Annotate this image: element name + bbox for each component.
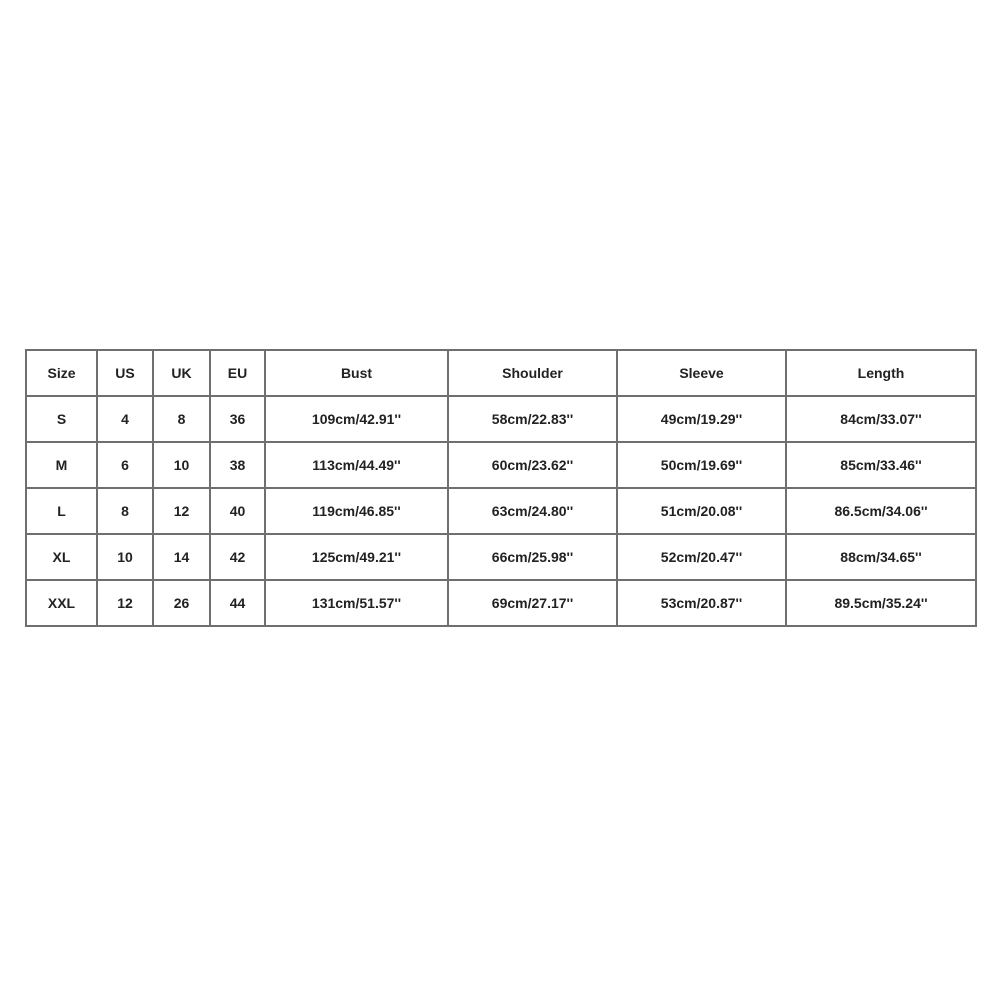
cell-length: 84cm/33.07'' (786, 396, 976, 442)
header-eu: EU (210, 350, 265, 396)
cell-uk: 26 (153, 580, 210, 626)
cell-shoulder: 58cm/22.83'' (448, 396, 617, 442)
cell-length: 89.5cm/35.24'' (786, 580, 976, 626)
cell-sleeve: 53cm/20.87'' (617, 580, 786, 626)
cell-eu: 38 (210, 442, 265, 488)
cell-size: L (26, 488, 97, 534)
cell-us: 12 (97, 580, 153, 626)
cell-uk: 8 (153, 396, 210, 442)
cell-bust: 109cm/42.91'' (265, 396, 448, 442)
cell-eu: 40 (210, 488, 265, 534)
cell-uk: 14 (153, 534, 210, 580)
size-chart-header (26, 350, 976, 396)
header-uk: UK (153, 350, 210, 396)
cell-us: 10 (97, 534, 153, 580)
cell-shoulder: 69cm/27.17'' (448, 580, 617, 626)
cell-shoulder: 63cm/24.80'' (448, 488, 617, 534)
header-sleeve: Sleeve (617, 350, 786, 396)
cell-uk: 12 (153, 488, 210, 534)
header-size: Size (26, 350, 97, 396)
cell-shoulder: 66cm/25.98'' (448, 534, 617, 580)
header-us: US (97, 350, 153, 396)
cell-size: S (26, 396, 97, 442)
cell-sleeve: 49cm/19.29'' (617, 396, 786, 442)
cell-bust: 131cm/51.57'' (265, 580, 448, 626)
cell-bust: 119cm/46.85'' (265, 488, 448, 534)
cell-length: 86.5cm/34.06'' (786, 488, 976, 534)
cell-us: 8 (97, 488, 153, 534)
table-row (26, 488, 976, 534)
size-chart-table (25, 349, 977, 627)
cell-size: M (26, 442, 97, 488)
size-chart-body (26, 396, 976, 626)
cell-uk: 10 (153, 442, 210, 488)
table-row (26, 534, 976, 580)
cell-shoulder: 60cm/23.62'' (448, 442, 617, 488)
cell-size: XL (26, 534, 97, 580)
cell-sleeve: 51cm/20.08'' (617, 488, 786, 534)
cell-eu: 44 (210, 580, 265, 626)
cell-length: 88cm/34.65'' (786, 534, 976, 580)
header-shoulder: Shoulder (448, 350, 617, 396)
cell-size: XXL (26, 580, 97, 626)
header-bust: Bust (265, 350, 448, 396)
table-row (26, 580, 976, 626)
cell-bust: 113cm/44.49'' (265, 442, 448, 488)
cell-eu: 36 (210, 396, 265, 442)
cell-bust: 125cm/49.21'' (265, 534, 448, 580)
cell-us: 6 (97, 442, 153, 488)
cell-sleeve: 52cm/20.47'' (617, 534, 786, 580)
cell-sleeve: 50cm/19.69'' (617, 442, 786, 488)
cell-us: 4 (97, 396, 153, 442)
header-length: Length (786, 350, 976, 396)
table-row (26, 396, 976, 442)
cell-length: 85cm/33.46'' (786, 442, 976, 488)
table-row (26, 442, 976, 488)
header-row (26, 350, 976, 396)
cell-eu: 42 (210, 534, 265, 580)
